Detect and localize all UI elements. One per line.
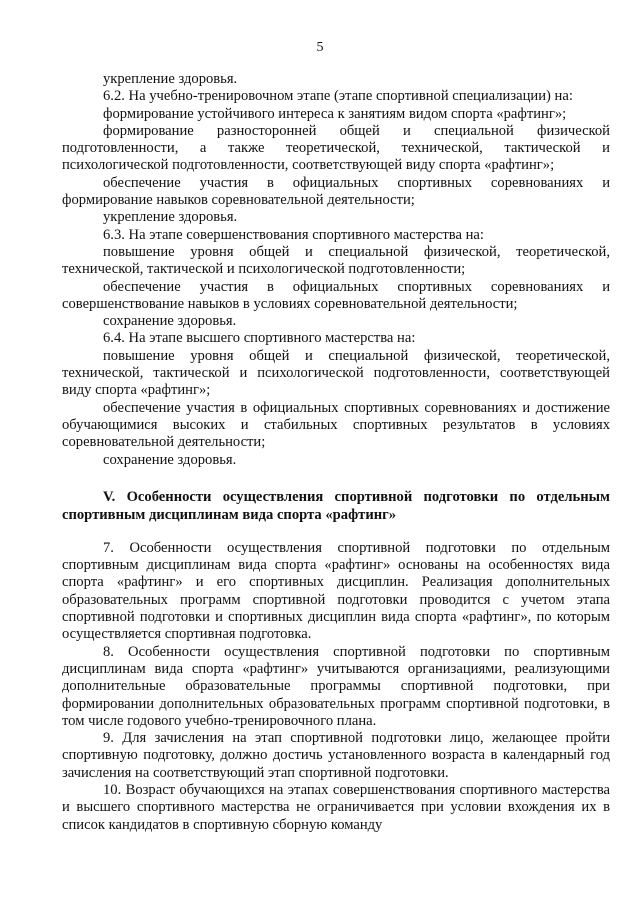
paragraph: 6.3. На этапе совершенствования спортивного мастерства на: (103, 226, 484, 243)
paragraph: укрепление здоровья. (103, 71, 238, 87)
paragraph: 9. Для зачисления на этап спортивной подготовки лицо, желающее пройти спортивную подготовку, должно достичь установленного возраста в календарный год зачисления на соответствующий этап спортивной подготовки. (62, 730, 610, 781)
paragraph: 10. Возраст обучающихся на этапах совершенствования спортивного мастерства и высшего спортивного мастерства не ограничивается при условии вхождения их в список кандидатов в спортивную сборную команду (62, 781, 610, 833)
paragraph: повышение уровня общей и специальной физической, теоретической, технической, тактической и психологической подготовленности; (62, 243, 610, 278)
spacer (62, 524, 610, 540)
section-heading: V. Особенности осуществления спортивной подготовки по отдельным спортивным дисциплинам вида спорта «рафтинг» (62, 488, 610, 523)
paragraph: 8. Особенности осуществления спортивной подготовки по спортивным дисциплинам вида спорта «рафтинг» учитываются организациями, реализующими дополнительные образовательные программы спортивной подготовки, при формировании дополнительных образовательных программ спортивной подготовки, в том числе годового учебно-тренировочного плана. (62, 643, 610, 729)
page-number: 5 (316, 40, 324, 55)
paragraph: сохранение здоровья. (103, 451, 237, 468)
paragraph: обеспечение участия в официальных спортивных соревнованиях и достижение обучающимися высоких и стабильных спортивных результатов в условиях соревновательной деятельности; (62, 399, 610, 451)
paragraph: обеспечение участия в официальных спортивных соревнованиях и совершенствование навыков в условиях соревновательной деятельности; (62, 278, 610, 312)
paragraph: 7. Особенности осуществления спортивной подготовки по отдельным спортивным дисциплинам вида спорта «рафтинг» основаны на особенностях вида спорта «рафтинг» и его спортивных дисциплин. Реализация дополнительных образовательных программ спортивной подготовки проводится с учетом этапа спортивной подготовки и спортивных дисциплин вида спорта «рафтинг», по которым осуществляется спортивная подготовка. (62, 539, 610, 643)
spacer (62, 469, 610, 488)
paragraph: 6.2. На учебно-тренировочном этапе (этапе спортивной специализации) на: (103, 88, 573, 105)
paragraph: укрепление здоровья. (103, 209, 238, 226)
document-body (62, 71, 610, 834)
paragraph: формирование устойчивого интереса к занятиям видом спорта «рафтинг»; (103, 105, 567, 122)
paragraph: сохранение здоровья. (103, 313, 237, 330)
paragraph: формирование разносторонней общей и специальной физической подготовленности, а также теоретической, технической, тактической и психологической подготовленности, соответствующей виду спорта «рафтинг»; (62, 122, 610, 174)
paragraph: повышение уровня общей и специальной физической, теоретической, технической, тактической и психологической подготовленности, соответствующей виду спорта «рафтинг»; (62, 347, 610, 399)
paragraph: 6.4. На этапе высшего спортивного мастерства на: (103, 330, 416, 347)
paragraph: обеспечение участия в официальных спортивных соревнованиях и формирование навыков соревновательной деятельности; (62, 174, 610, 209)
